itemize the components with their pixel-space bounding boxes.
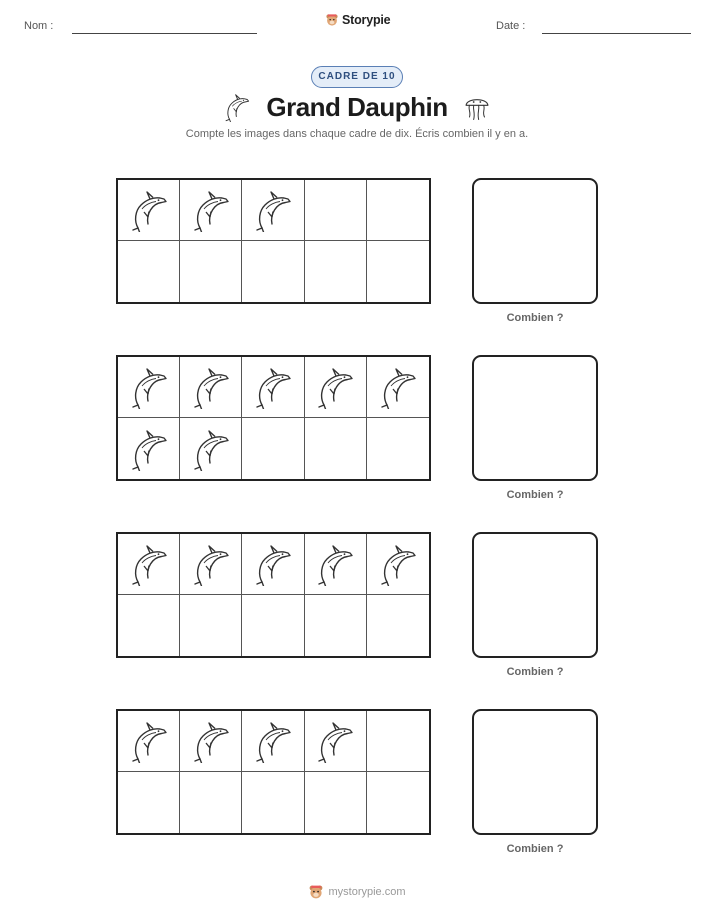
storypie-logo (325, 13, 390, 27)
frame-cell (118, 357, 180, 418)
frame-cell (180, 357, 242, 418)
ten-frame (116, 709, 431, 835)
dolphin-icon (378, 542, 418, 586)
answer-box[interactable] (472, 709, 598, 835)
answer-label: Combien ? (506, 489, 564, 501)
answer-label: Combien ? (506, 666, 564, 678)
jellyfish-icon (462, 92, 492, 122)
frame-cell (367, 711, 429, 772)
dolphin-icon (253, 365, 293, 409)
answer-box[interactable] (472, 532, 598, 658)
dolphin-icon (191, 719, 231, 763)
frame-cell (118, 595, 180, 656)
frame-cell (305, 711, 367, 772)
dolphin-icon (315, 719, 355, 763)
frame-cell (367, 357, 429, 418)
frame-cell (242, 534, 304, 595)
frame-cell (180, 418, 242, 479)
dolphin-icon (378, 365, 418, 409)
frame-cell (242, 595, 304, 656)
frame-cell (242, 180, 304, 241)
dolphin-icon (315, 542, 355, 586)
dolphin-icon (129, 188, 169, 232)
frame-cell (118, 241, 180, 302)
frame-cell (305, 534, 367, 595)
dolphin-icon (129, 542, 169, 586)
dolphin-icon (253, 188, 293, 232)
worksheet-header (0, 0, 714, 50)
frame-cell (305, 772, 367, 833)
dolphin-icon (129, 365, 169, 409)
bear-mascot-icon (308, 884, 324, 900)
frame-cell (242, 241, 304, 302)
answer-box[interactable] (472, 355, 598, 481)
frame-cell (118, 180, 180, 241)
dolphin-icon (253, 719, 293, 763)
frame-cell (367, 241, 429, 302)
frame-cell (367, 180, 429, 241)
frame-cell (367, 772, 429, 833)
page-title: Grand Dauphin (266, 92, 448, 122)
frame-cell (118, 534, 180, 595)
ten-frame (116, 532, 431, 658)
frame-cell (180, 711, 242, 772)
dolphin-icon (191, 365, 231, 409)
logo-text: Storypie (342, 13, 391, 27)
answer-label: Combien ? (506, 843, 564, 855)
frame-cell (180, 180, 242, 241)
name-label: Nom : (24, 20, 54, 32)
answer-label: Combien ? (506, 312, 564, 324)
dolphin-icon (129, 427, 169, 471)
frame-cell (305, 418, 367, 479)
frame-cell (118, 772, 180, 833)
frame-cell (180, 595, 242, 656)
footer-url: mystorypie.com (328, 886, 406, 898)
frame-cell (367, 418, 429, 479)
answer-box[interactable] (472, 178, 598, 304)
frame-cell (118, 711, 180, 772)
frame-cell (305, 241, 367, 302)
frame-cell (118, 418, 180, 479)
frame-cell (305, 357, 367, 418)
date-line (542, 33, 691, 34)
ten-frame (116, 178, 431, 304)
frame-cell (180, 772, 242, 833)
name-line (72, 33, 257, 34)
frame-cell (305, 595, 367, 656)
footer (0, 884, 714, 900)
frame-cell (242, 418, 304, 479)
dolphin-icon (191, 542, 231, 586)
dolphin-icon (315, 365, 355, 409)
instructions: Compte les images dans chaque cadre de dix. Écris combien il y en a. (185, 128, 529, 140)
frame-cell (242, 711, 304, 772)
dolphin-icon (253, 542, 293, 586)
dolphin-icon (129, 719, 169, 763)
frame-cell (305, 180, 367, 241)
frame-cell (367, 595, 429, 656)
bear-mascot-icon (325, 13, 339, 27)
date-label: Date : (496, 20, 526, 32)
topic-badge: CADRE DE 10 (311, 66, 403, 88)
ten-frame (116, 355, 431, 481)
dolphin-icon (191, 188, 231, 232)
frame-cell (180, 534, 242, 595)
dolphin-icon (191, 427, 231, 471)
frame-cell (180, 241, 242, 302)
frame-cell (242, 772, 304, 833)
frame-cell (242, 357, 304, 418)
frame-cell (367, 534, 429, 595)
